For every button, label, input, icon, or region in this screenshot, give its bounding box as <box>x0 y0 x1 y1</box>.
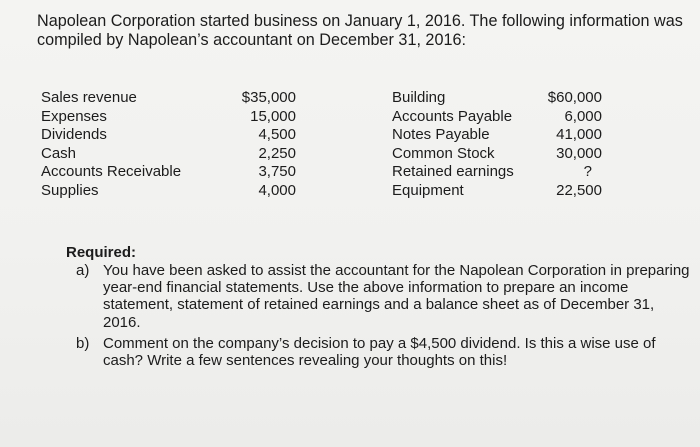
account-value-accounts-payable: 6,000 <box>564 107 602 125</box>
requirement-a-line-2: year-end financial statements. Use the above information to prepare an income <box>103 279 629 297</box>
requirement-b-line-2: cash? Write a few sentences revealing your thoughts on this! <box>103 352 508 370</box>
requirement-a <box>76 262 696 331</box>
account-value-common-stock: 30,000 <box>556 144 602 162</box>
account-label-common-stock: Common Stock <box>392 144 495 162</box>
account-label-cash: Cash <box>41 144 77 162</box>
right-account-values <box>520 89 602 201</box>
account-label-building: Building <box>392 89 446 106</box>
account-label-notes-payable: Notes Payable <box>392 126 490 144</box>
account-value-expenses: 15,000 <box>250 107 296 125</box>
intro-line-1: Napolean Corporation started business on January 1, 2016. The following information was <box>37 12 683 30</box>
account-value-cash: 2,250 <box>258 144 296 162</box>
requirements-list <box>76 262 696 373</box>
intro-paragraph <box>37 12 683 50</box>
account-label-supplies: Supplies <box>41 181 99 199</box>
left-account-labels <box>41 89 221 201</box>
requirement-b-line-1: Comment on the company’s decision to pay a $4,500 dividend. Is this a wise use of <box>103 334 656 352</box>
account-value-retained-earnings <box>520 163 602 182</box>
account-label-sales-revenue: Sales revenue <box>41 89 137 106</box>
account-label-dividends: Dividends <box>41 126 107 144</box>
unknown-value-marker: ? <box>583 163 592 181</box>
requirement-a-line-3: statement, statement of retained earnings and a balance sheet as of December 31, <box>103 296 655 314</box>
account-value-accounts-receivable: 3,750 <box>258 163 296 181</box>
requirement-a-line-4: 2016. <box>103 313 141 331</box>
account-label-accounts-payable: Accounts Payable <box>392 107 513 125</box>
account-value-building: $60,000 <box>547 89 602 106</box>
requirement-a-marker: a) <box>76 262 90 279</box>
requirement-b-marker: b) <box>76 334 90 352</box>
account-value-equipment: 22,500 <box>556 181 602 199</box>
account-value-dividends: 4,500 <box>258 126 296 144</box>
requirement-a-line-1: You have been asked to assist the accountant for the Napolean Corporation in preparing <box>103 262 690 279</box>
requirement-b <box>76 335 696 369</box>
account-label-expenses: Expenses <box>41 107 107 125</box>
account-label-accounts-receivable: Accounts Receivable <box>41 163 182 181</box>
account-value-supplies: 4,000 <box>258 181 296 199</box>
left-account-values <box>210 89 296 201</box>
required-heading: Required: <box>66 244 137 261</box>
intro-line-2: compiled by Napolean’s accountant on December 31, 2016: <box>37 31 466 49</box>
account-value-notes-payable: 41,000 <box>556 126 602 144</box>
account-label-retained-earnings: Retained earnings <box>392 163 514 181</box>
account-label-equipment: Equipment <box>392 181 464 199</box>
account-value-sales-revenue: $35,000 <box>241 89 296 106</box>
